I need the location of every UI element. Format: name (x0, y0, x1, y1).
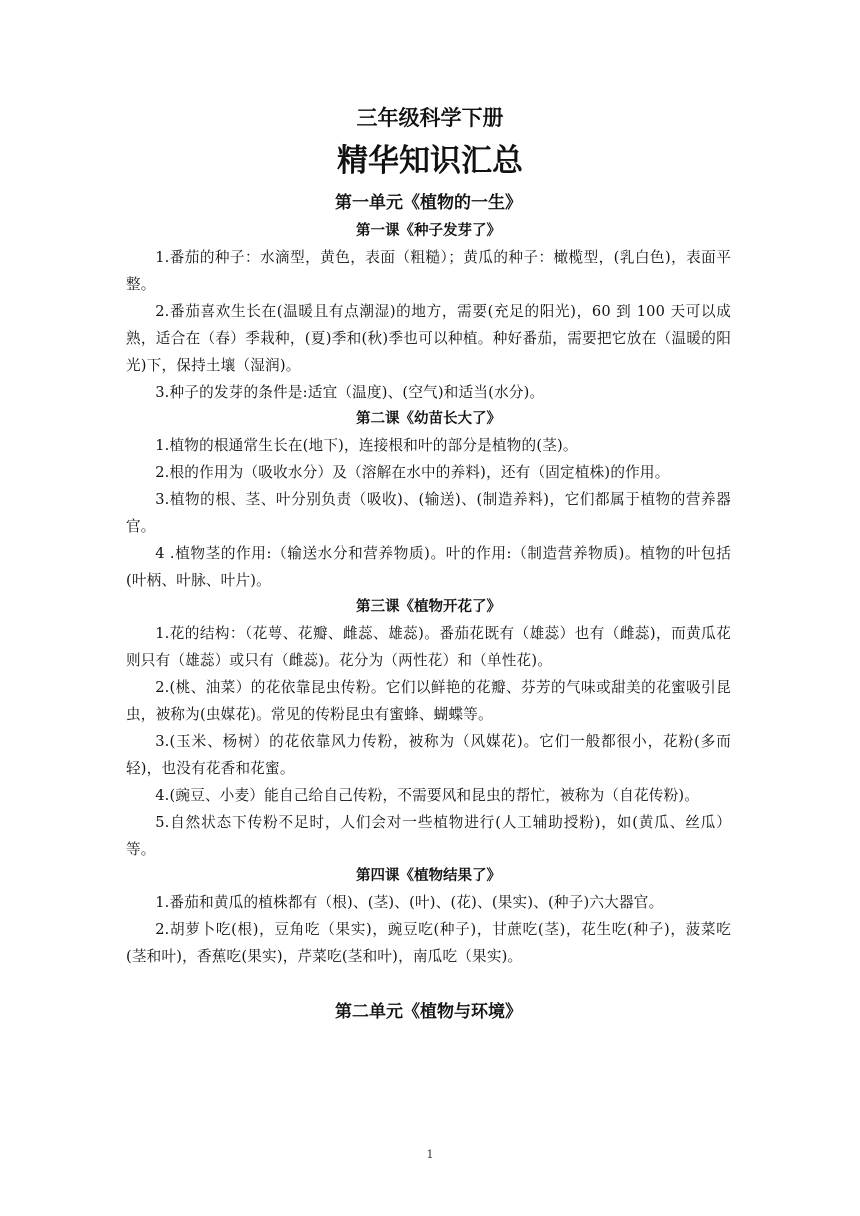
section-spacer (126, 970, 731, 997)
lesson-3-item: 4.(豌豆、小麦）能自己给自己传粉，不需要风和昆虫的帮忙，被称为（自花传粉)。 (155, 787, 700, 804)
lesson-1-item: 2.番茄喜欢生长在(温暖且有点潮湿)的地方，需要(充足的阳光)，60 到 100 天可以成熟，适合在（春）季栽种，(夏)季和(秋)季也可以种植。种好番茄，需要把它放在（温暖的阳光)下，保持土壤（湿润)。 (126, 303, 731, 374)
lesson-1-item: 3.种子的发芽的条件是:适宜（温度)、(空气)和适当(水分)。 (155, 384, 545, 401)
lesson-3-heading: 第三课《植物开花了》 (356, 599, 501, 615)
page-number: 1 (426, 1148, 434, 1161)
lesson-4-heading: 第四课《植物结果了》 (356, 868, 501, 884)
unit-1-heading: 第一单元《植物的一生》 (335, 193, 522, 213)
lesson-2-item: 2.根的作用为（吸收水分）及（溶解在水中的养料)，还有（固定植株)的作用。 (155, 464, 670, 481)
lesson-3-item: 5.自然状态下传粉不足时，人们会对一些植物进行(人工辅助授粉)，如(黄瓜、丝瓜）等。 (126, 814, 731, 858)
lesson-4-item: 2.胡萝卜吃(根)，豆角吃（果实)，豌豆吃(种子)，甘蔗吃(茎)，花生吃(种子)，菠菜吃(茎和叶)，香蕉吃(果实)，芹菜吃(茎和叶)，南瓜吃（果实)。 (126, 921, 731, 965)
lesson-2-heading: 第二课《幼苗长大了》 (356, 411, 501, 427)
document-content (126, 188, 731, 1027)
lesson-2-item: 1.植物的根通常生长在(地下)，连接根和叶的部分是植物的(茎)。 (155, 437, 578, 454)
lesson-2-item: 4 .植物茎的作用:（输送水分和营养物质)。叶的作用:（制造营养物质)。植物的叶包括(叶柄、叶脉、叶片)。 (126, 545, 731, 589)
lesson-3-item: 3.(玉米、杨树）的花依靠风力传粉，被称为（风媒花)。它们一般都很小，花粉(多而轻)，也没有花香和花蜜。 (126, 733, 731, 777)
lesson-1-heading: 第一课《种子发芽了》 (356, 223, 501, 239)
document-main-title: 精华知识汇总 (337, 143, 523, 179)
lesson-4-item: 1.番茄和黄瓜的植株都有（根)、(茎)、(叶)、(花)、(果实)、(种子)六大器官。 (155, 894, 664, 911)
document-grade-title: 三年级科学下册 (356, 106, 504, 130)
unit-2-heading: 第二单元《植物与环境》 (335, 1002, 522, 1022)
lesson-3-item: 2.(桃、油菜）的花依靠昆虫传粉。它们以鲜艳的花瓣、芬芳的气味或甜美的花蜜吸引昆虫，被称为(虫媒花)。常见的传粉昆虫有蜜蜂、蝴蝶等。 (126, 679, 731, 723)
lesson-1-item: 1.番茄的种子：水滴型，黄色，表面（粗糙）；黄瓜的种子：橄榄型，(乳白色)，表面平整。 (126, 249, 731, 293)
lesson-3-item: 1.花的结构：（花萼、花瓣、雌蕊、雄蕊)。番茄花既有（雄蕊）也有（雌蕊)，而黄瓜花则只有（雄蕊）或只有（雌蕊)。花分为（两性花）和（单性花)。 (126, 625, 731, 669)
lesson-2-item: 3.植物的根、茎、叶分别负责（吸收)、(输送)、(制造养料)，它们都属于植物的营养器官。 (126, 491, 731, 535)
